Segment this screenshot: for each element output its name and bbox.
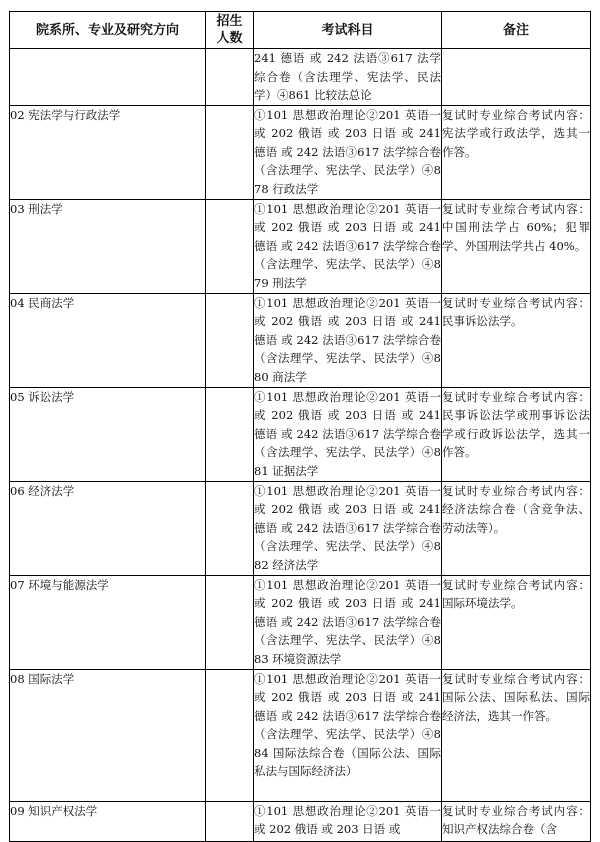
note-cell: 复试时专业综合考试内容：民事诉讼法学或刑事诉讼法学或行政诉讼法学，选其一作答。 — [442, 387, 591, 481]
note-cell: 复试时专业综合考试内容：中国刑法学占 60%；犯罪学、外国刑法学共占 40%。 — [442, 199, 591, 293]
table-row — [10, 801, 591, 841]
note-cell — [442, 49, 591, 106]
quota-cell — [206, 105, 254, 199]
exam-cell: ①101 思想政治理论②201 英语一 或 202 俄语 或 203 日语 或 241 德语 或 242 法语③617 法学综合卷（含法理学、宪法学、民法学）④884 国际法综合卷（国际公法、国际私法与国际经济法） — [254, 669, 442, 801]
table-row — [10, 481, 591, 575]
exam-cell: ①101 思想政治理论②201 英语一 或 202 俄语 或 203 日语 或 241 德语 或 242 法语③617 法学综合卷（含法理学、宪法学、民法学）④881 证据法学 — [254, 387, 442, 481]
table-row — [10, 293, 591, 387]
exam-cell: 241 德语 或 242 法语③617 法学综合卷（含法理学、宪法学、民法学）④861 比较法总论 — [254, 49, 442, 106]
header-exam: 考试科目 — [254, 12, 442, 49]
note-cell: 复试时专业综合考试内容：国际公法、国际私法、国际经济法，选其一作答。 — [442, 669, 591, 801]
header-dept: 院系所、专业及研究方向 — [10, 12, 206, 49]
quota-cell — [206, 387, 254, 481]
table-row — [10, 575, 591, 669]
table-row — [10, 387, 591, 481]
note-cell: 复试时专业综合考试内容：国际环境法学。 — [442, 575, 591, 669]
note-cell: 复试时专业综合考试内容：知识产权法综合卷（含 — [442, 801, 591, 841]
table-header-row — [10, 12, 591, 49]
exam-cell: ①101 思想政治理论②201 英语一 或 202 俄语 或 203 日语 或 — [254, 801, 442, 841]
dept-cell: 07 环境与能源法学 — [10, 575, 206, 669]
table-row — [10, 49, 591, 106]
quota-cell — [206, 49, 254, 106]
header-quota: 招生 人数 — [206, 12, 254, 49]
dept-cell: 08 国际法学 — [10, 669, 206, 801]
exam-cell: ①101 思想政治理论②201 英语一 或 202 俄语 或 203 日语 或 241 德语 或 242 法语③617 法学综合卷（含法理学、宪法学、民法学）④883 环境资源法学 — [254, 575, 442, 669]
table-row — [10, 669, 591, 801]
exam-cell: ①101 思想政治理论②201 英语一 或 202 俄语 或 203 日语 或 241 德语 或 242 法语③617 法学综合卷（含法理学、宪法学、民法学）④878 行政法学 — [254, 105, 442, 199]
dept-cell: 04 民商法学 — [10, 293, 206, 387]
exam-cell: ①101 思想政治理论②201 英语一 或 202 俄语 或 203 日语 或 241 德语 或 242 法语③617 法学综合卷（含法理学、宪法学、民法学）④882 经济法学 — [254, 481, 442, 575]
table-row — [10, 105, 591, 199]
dept-cell — [10, 49, 206, 106]
note-cell: 复试时专业综合考试内容：宪法学或行政法学，选其一作答。 — [442, 105, 591, 199]
dept-cell: 03 刑法学 — [10, 199, 206, 293]
dept-cell: 06 经济法学 — [10, 481, 206, 575]
dept-cell: 05 诉讼法学 — [10, 387, 206, 481]
dept-cell: 09 知识产权法学 — [10, 801, 206, 841]
quota-cell — [206, 199, 254, 293]
table-row — [10, 199, 591, 293]
exam-cell: ①101 思想政治理论②201 英语一 或 202 俄语 或 203 日语 或 241 德语 或 242 法语③617 法学综合卷（含法理学、宪法学、民法学）④879 刑法学 — [254, 199, 442, 293]
header-note: 备注 — [442, 12, 591, 49]
admissions-table — [9, 11, 591, 842]
dept-cell: 02 宪法学与行政法学 — [10, 105, 206, 199]
note-cell: 复试时专业综合考试内容：经济法综合卷（含竞争法、劳动法等）。 — [442, 481, 591, 575]
quota-cell — [206, 575, 254, 669]
exam-cell: ①101 思想政治理论②201 英语一 或 202 俄语 或 203 日语 或 241 德语 或 242 法语③617 法学综合卷（含法理学、宪法学、民法学）④880 商法学 — [254, 293, 442, 387]
quota-cell — [206, 669, 254, 801]
quota-cell — [206, 481, 254, 575]
note-cell: 复试时专业综合考试内容：民事诉讼法学。 — [442, 293, 591, 387]
quota-cell — [206, 801, 254, 841]
quota-cell — [206, 293, 254, 387]
